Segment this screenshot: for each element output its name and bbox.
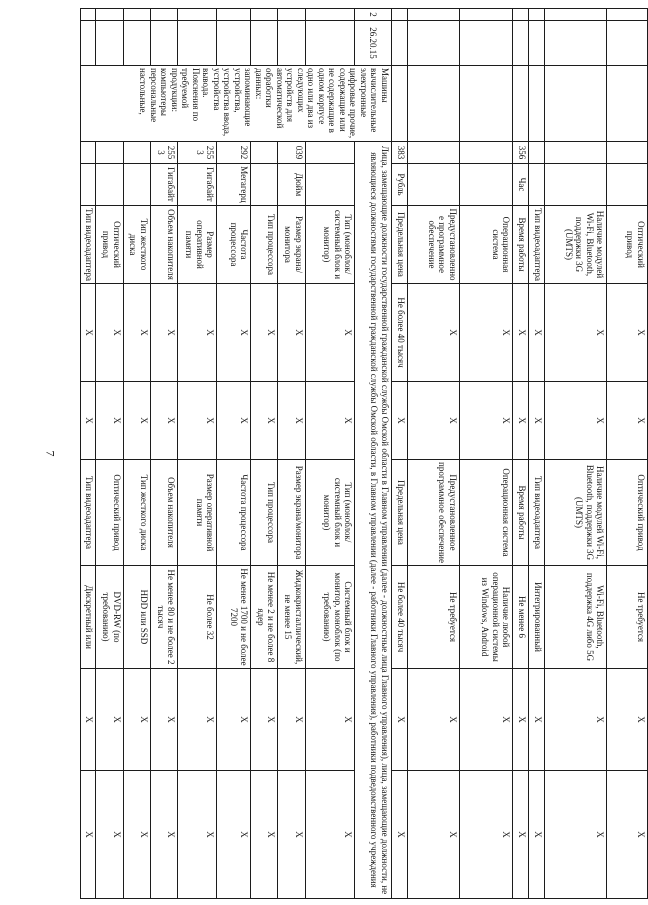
table-row (178, 9, 217, 899)
value-cell: X (123, 284, 150, 382)
product-name-cell: Машины вычислительные электронные цифровые прочие, содержащие или не содержащие в одном корпусе одно или два из следующих устройств для автоматической обработки данных: запоминающие устройства, устройства ввода, устройства вывода. Пояснения по требуемой продукции: компьютеры персональные настольные, (81, 66, 392, 142)
value-cell: X (607, 284, 648, 382)
characteristic-cell: Оптический привод (607, 206, 648, 284)
value-cell: X (528, 284, 544, 382)
characteristic-cell: X (513, 382, 529, 460)
empty-cell (513, 66, 529, 142)
characteristic-cell: Тип видеоадаптера (528, 460, 544, 566)
value-cell: Наличие любой операционной системы из Windows, Android (459, 566, 512, 669)
unit-code-cell (528, 142, 544, 164)
unit-code-cell (81, 142, 96, 164)
unit-name-cell: Дюйм (278, 164, 305, 206)
characteristic-cell: X (278, 382, 305, 460)
characteristic-cell: Наличие модулей Wi-Fi, Bluetooth, поддержки 3G (UMTS) (544, 460, 606, 566)
value-cell: Жидкокристаллический, не менее 15 (278, 566, 305, 669)
characteristic-cell: Тип (моноблок/системный блок и монитор) (305, 206, 355, 284)
empty-cell (96, 21, 123, 66)
unit-code-cell: 2553 (150, 142, 177, 164)
characteristic-cell: Время работы (513, 206, 529, 284)
characteristic-cell: X (407, 382, 459, 460)
value-cell: HDD или SSD (123, 566, 150, 669)
table-row (528, 9, 544, 899)
characteristic-cell: Операционная система (459, 460, 512, 566)
value-cell: X (178, 284, 217, 382)
characteristic-cell: Наличие модулей Wi-Fi, Bluetooth, поддержки 3G (UMTS) (544, 206, 606, 284)
mark-cell: X (391, 771, 407, 899)
unit-code-cell (305, 142, 355, 164)
value-cell: X (251, 284, 278, 382)
empty-cell (544, 9, 606, 21)
empty-cell (607, 9, 648, 21)
characteristic-cell: X (459, 382, 512, 460)
value-cell: Не требуется (607, 566, 648, 669)
unit-code-cell (459, 142, 512, 164)
mark-cell: X (459, 669, 512, 771)
unit-name-cell (251, 164, 278, 206)
empty-cell (178, 9, 217, 21)
table-row (544, 9, 606, 899)
characteristic-cell: Тип жесткого диска (123, 206, 150, 284)
empty-cell (607, 66, 648, 142)
mark-cell: X (217, 669, 251, 771)
unit-code-cell (96, 142, 123, 164)
characteristic-cell: X (305, 382, 355, 460)
characteristic-cell: Оптический привод (96, 460, 123, 566)
unit-code-cell: 383 (391, 142, 407, 164)
characteristic-cell: X (123, 382, 150, 460)
table-body (81, 9, 648, 899)
table-row (407, 9, 459, 899)
value-cell: X (150, 284, 177, 382)
empty-cell (513, 21, 529, 66)
mark-cell: X (278, 771, 305, 899)
empty-cell (123, 21, 150, 66)
rotated-table-area (80, 8, 648, 898)
characteristic-cell: Объем накопителя (150, 206, 177, 284)
empty-cell (278, 21, 305, 66)
mark-cell: X (81, 771, 96, 899)
table-row (278, 9, 305, 899)
characteristic-cell: X (544, 382, 606, 460)
characteristic-cell: Предельная цена (391, 460, 407, 566)
empty-cell (607, 21, 648, 66)
table-row (459, 9, 512, 899)
characteristic-cell: Оптический привод (607, 460, 648, 566)
mark-cell: X (305, 669, 355, 771)
characteristic-cell: Тип видеоадаптера (81, 206, 96, 284)
empty-cell (407, 21, 459, 66)
characteristic-cell: Тип видеоадаптера (81, 460, 96, 566)
section-header-row (355, 9, 391, 899)
mark-cell: X (96, 669, 123, 771)
characteristic-cell: Тип процессора (251, 460, 278, 566)
empty-cell (528, 66, 544, 142)
value-cell: X (305, 284, 355, 382)
mark-cell: X (459, 771, 512, 899)
value-cell: Не менее 1700 и не более 7200 (217, 566, 251, 669)
empty-cell (528, 9, 544, 21)
empty-cell (96, 9, 123, 21)
unit-code-cell (607, 142, 648, 164)
characteristic-cell: Предустановленное программное обеспечение (407, 206, 459, 284)
mark-cell: X (407, 771, 459, 899)
empty-cell (178, 21, 217, 66)
row-number-cell: 2 (355, 9, 391, 21)
characteristic-cell: X (528, 382, 544, 460)
value-cell: X (81, 284, 96, 382)
value-cell: X (278, 284, 305, 382)
value-cell: Интегрированный (528, 566, 544, 669)
characteristic-cell: Объем накопителя (150, 460, 177, 566)
mark-cell: X (513, 669, 529, 771)
value-cell: Wi-Fi, Bluetooth, поддержка 4G либо 5G (544, 566, 606, 669)
characteristic-cell: Время работы (513, 460, 529, 566)
empty-cell (251, 21, 278, 66)
unit-name-cell (81, 164, 96, 206)
unit-name-cell (305, 164, 355, 206)
characteristic-cell: X (607, 382, 648, 460)
mark-cell: X (178, 669, 217, 771)
mark-cell: X (123, 771, 150, 899)
empty-cell (123, 9, 150, 21)
characteristic-cell: Размер оперативной памяти (178, 460, 217, 566)
unit-name-cell: Мегагерц (217, 164, 251, 206)
characteristic-cell: Тип видеоадаптера (528, 206, 544, 284)
mark-cell: X (305, 771, 355, 899)
characteristic-cell: Частота процессора (217, 206, 251, 284)
empty-cell (305, 21, 355, 66)
characteristic-cell: Оптический привод (96, 206, 123, 284)
characteristic-cell: X (178, 382, 217, 460)
empty-cell (459, 66, 512, 142)
mark-cell: X (278, 669, 305, 771)
okpd-code-cell: 26.20.15 (355, 21, 391, 66)
table-row (96, 9, 123, 899)
mark-cell: X (81, 669, 96, 771)
characteristic-cell: X (217, 382, 251, 460)
characteristic-cell: X (251, 382, 278, 460)
unit-code-cell (407, 142, 459, 164)
unit-name-cell (407, 164, 459, 206)
mark-cell: X (123, 669, 150, 771)
value-cell: X (459, 284, 512, 382)
value-cell: X (513, 284, 529, 382)
unit-name-cell (528, 164, 544, 206)
characteristic-cell: Тип процессора (251, 206, 278, 284)
table-row (217, 9, 251, 899)
unit-code-cell: 039 (278, 142, 305, 164)
unit-name-cell (123, 164, 150, 206)
value-cell: Не менее 6 (513, 566, 529, 669)
unit-name-cell (544, 164, 606, 206)
empty-cell (407, 9, 459, 21)
mark-cell: X (607, 669, 648, 771)
value-cell: Не менее 2 и не более 8 ядер (251, 566, 278, 669)
value-cell: X (544, 284, 606, 382)
unit-code-cell: 2553 (178, 142, 217, 164)
unit-name-cell (96, 164, 123, 206)
mark-cell: X (96, 771, 123, 899)
mark-cell: X (544, 669, 606, 771)
value-cell: DVD-RW (по требованию) (96, 566, 123, 669)
value-cell: Не менее 80 и не более 2 тысяч (150, 566, 177, 669)
empty-cell (217, 21, 251, 66)
unit-name-cell: Час (513, 164, 529, 206)
empty-cell (251, 9, 278, 21)
section-header-cell: Лица, замещающие должности государственной гражданской службы Омской области в Главном управлении (далее - должностные лица Главного управления), лица, замещающие должности, не являющиеся должностями государственной гражданской службы Омской области, в Главном управлении (далее - работники Главного управления), работники подведомственного учреждения (355, 142, 391, 899)
empty-cell (544, 21, 606, 66)
value-cell: Не более 32 (178, 566, 217, 669)
empty-cell (544, 66, 606, 142)
mark-cell: X (391, 669, 407, 771)
unit-code-cell (123, 142, 150, 164)
mark-cell: X (528, 771, 544, 899)
empty-cell (459, 9, 512, 21)
empty-cell (391, 66, 407, 142)
characteristic-cell: Предельная цена (391, 206, 407, 284)
table-row (607, 9, 648, 899)
table-row (150, 9, 177, 899)
empty-cell (407, 66, 459, 142)
unit-name-cell: Гигабайт (150, 164, 177, 206)
table-row (251, 9, 278, 899)
characteristic-cell: Тип жесткого диска (123, 460, 150, 566)
characteristic-cell: Операционная система (459, 206, 512, 284)
characteristic-cell: X (391, 382, 407, 460)
characteristic-cell: X (96, 382, 123, 460)
value-cell: X (96, 284, 123, 382)
unit-code-cell: 292 (217, 142, 251, 164)
table-row (81, 9, 96, 899)
table-row (391, 9, 407, 899)
unit-name-cell (607, 164, 648, 206)
table-row (305, 9, 355, 899)
value-cell: X (217, 284, 251, 382)
value-cell: Системный блок и монитор, моноблок (по требованию) (305, 566, 355, 669)
empty-cell (217, 9, 251, 21)
mark-cell: X (607, 771, 648, 899)
value-cell: Дискретный или (81, 566, 96, 669)
mark-cell: X (513, 771, 529, 899)
characteristic-cell: Размер экрана/монитора (278, 460, 305, 566)
page-number: 7 (43, 450, 58, 457)
table-row (513, 9, 529, 899)
empty-cell (278, 9, 305, 21)
mark-cell: X (251, 669, 278, 771)
empty-cell (150, 21, 177, 66)
mark-cell: X (150, 771, 177, 899)
table-row (123, 9, 150, 899)
mark-cell: X (528, 669, 544, 771)
empty-cell (81, 9, 96, 21)
characteristic-cell: Тип (моноблок/системный блок и монитор) (305, 460, 355, 566)
mark-cell: X (251, 771, 278, 899)
value-cell: X (407, 284, 459, 382)
value-cell: Не более 40 тысяч (391, 566, 407, 669)
empty-cell (391, 9, 407, 21)
empty-cell (391, 21, 407, 66)
empty-cell (513, 9, 529, 21)
characteristic-cell: X (81, 382, 96, 460)
empty-cell (305, 9, 355, 21)
unit-code-cell (544, 142, 606, 164)
mark-cell: X (544, 771, 606, 899)
empty-cell (528, 21, 544, 66)
value-cell: Не более 40 тысяч (391, 284, 407, 382)
empty-cell (81, 21, 96, 66)
characteristic-cell: Частота процессора (217, 460, 251, 566)
characteristic-cell: X (150, 382, 177, 460)
unit-code-cell: 356 (513, 142, 529, 164)
value-cell: Не требуется (407, 566, 459, 669)
mark-cell: X (407, 669, 459, 771)
unit-name-cell: Гигабайт (178, 164, 217, 206)
mark-cell: X (217, 771, 251, 899)
mark-cell: X (178, 771, 217, 899)
mark-cell: X (150, 669, 177, 771)
characteristic-cell: Предустановленное программное обеспечение (407, 460, 459, 566)
unit-name-cell: Рубль (391, 164, 407, 206)
empty-cell (459, 21, 512, 66)
empty-cell (150, 9, 177, 21)
characteristic-cell: Размер оперативной памяти (178, 206, 217, 284)
unit-name-cell (459, 164, 512, 206)
unit-code-cell (251, 142, 278, 164)
characteristic-cell: Размер экрана/монитора (278, 206, 305, 284)
requirements-table (80, 8, 648, 899)
